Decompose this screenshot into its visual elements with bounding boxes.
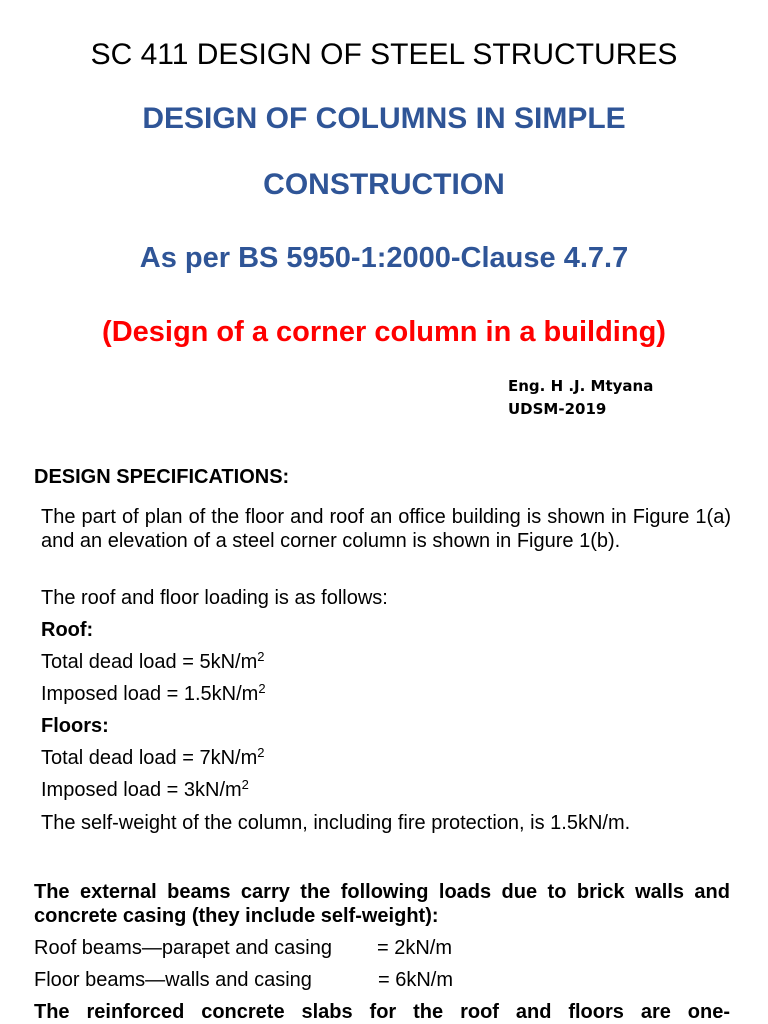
floors-dead-load-text: Total dead load = 7kN/m: [41, 747, 258, 769]
roof-beams-value: = 2kN/m: [377, 937, 453, 959]
roof-dead-load-exponent: 2: [257, 649, 265, 664]
roof-beams-row: [34, 936, 452, 960]
author-name: Eng. H .J. Mtyana: [508, 377, 654, 395]
topic-title: (Design of a corner column in a building): [102, 316, 666, 348]
beams-heading: The external beams carry the following loads due to brick walls and concrete casing (they include self-weight):: [34, 881, 730, 927]
roof-label: Roof:: [41, 619, 94, 641]
loading-intro: The roof and floor loading is as follows:: [41, 587, 388, 609]
floors-label: Floors:: [41, 715, 109, 737]
roof-beams-label: Roof beams—parapet and casing: [34, 937, 332, 959]
roof-imposed-load-exponent: 2: [258, 681, 266, 696]
slab-text: The reinforced concrete slabs for the roof and floors are one-: [34, 1001, 730, 1023]
subtitle-line-2: CONSTRUCTION: [263, 168, 505, 201]
roof-dead-load-text: Total dead load = 5kN/m: [41, 651, 258, 673]
spec-heading: DESIGN SPECIFICATIONS:: [34, 466, 290, 488]
floor-beams-label: Floor beams—walls and casing: [34, 969, 312, 991]
floor-beams-value: = 6kN/m: [378, 969, 454, 991]
intro-paragraph: The part of plan of the floor and roof an office building is shown in Figure 1(a) and an elevation of a steel corner column is shown in Figure 1(b).: [41, 506, 731, 552]
self-weight: The self-weight of the column, including fire protection, is 1.5kN/m.: [41, 812, 631, 834]
floors-dead-load-exponent: 2: [257, 745, 265, 760]
subtitle-line-1: DESIGN OF COLUMNS IN SIMPLE: [142, 102, 626, 135]
course-title: SC 411 DESIGN OF STEEL STRUCTURES: [90, 38, 678, 71]
standard-reference: As per BS 5950-1:2000-Clause 4.7.7: [139, 242, 629, 274]
roof-dead-load: [41, 650, 264, 674]
floors-dead-load: [41, 746, 264, 770]
floor-beams-row: [34, 968, 453, 992]
roof-imposed-load: [41, 682, 266, 706]
floors-imposed-load: [41, 778, 249, 802]
author-institution: UDSM-2019: [508, 400, 607, 418]
roof-imposed-load-text: Imposed load = 1.5kN/m: [41, 683, 259, 705]
floors-imposed-load-text: Imposed load = 3kN/m: [41, 779, 242, 801]
floors-imposed-load-exponent: 2: [241, 777, 249, 792]
